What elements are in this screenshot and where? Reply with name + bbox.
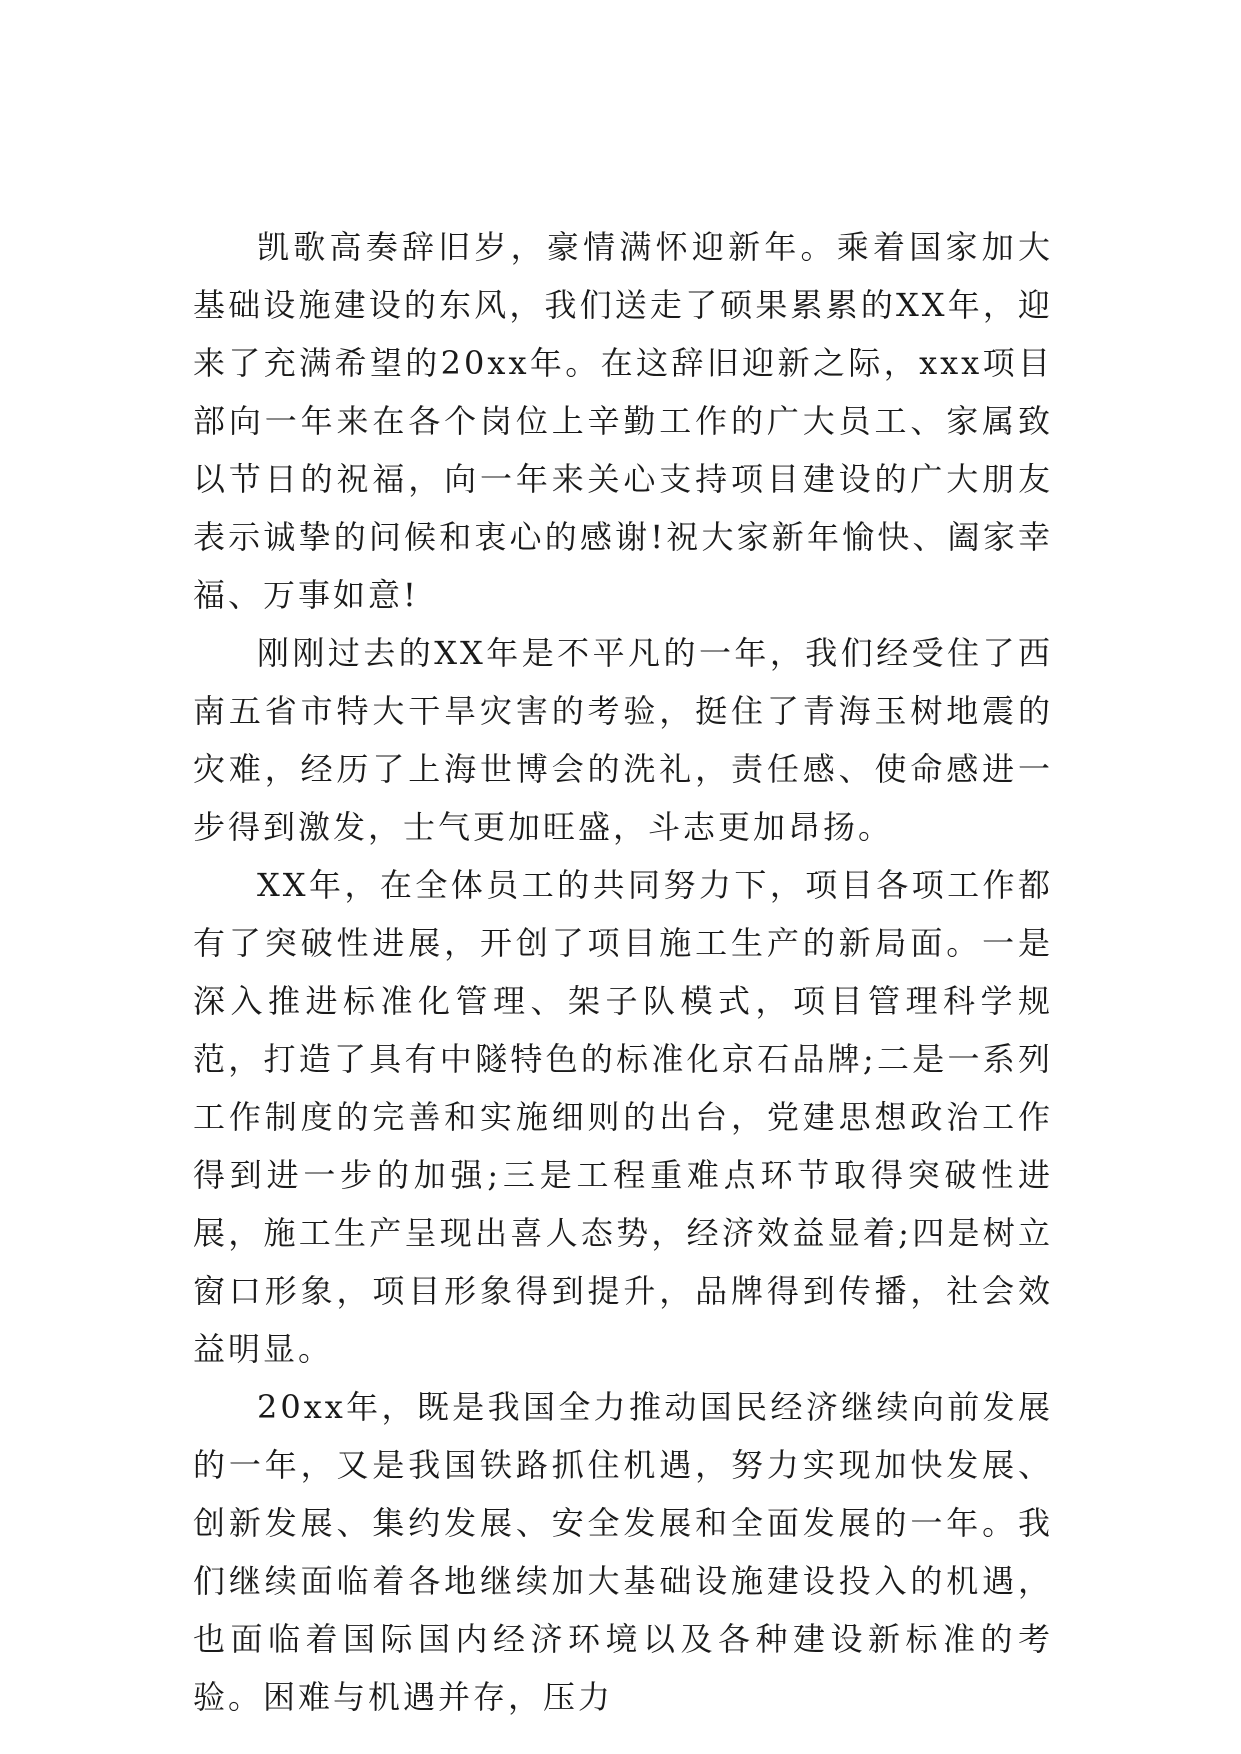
paragraph-achievements: XX年，在全体员工的共同努力下，项目各项工作都有了突破性进展，开创了项目施工生产的新局面。一是深入推进标准化管理、架子队模式，项目管理科学规范，打造了具有中隧特色的标准化京石品牌;二是一系列工作制度的完善和实施细则的出台，党建思想政治工作得到进一步的加强;三是工程重难点环节取得突破性进展，施工生产呈现出喜人态势，经济效益显着;四是树立窗口形象，项目形象得到提升，品牌得到传播，社会效益明显。 xyxy=(193,866,1053,1368)
paragraph-coming-year: 20xx年，既是我国全力推动国民经济继续向前发展的一年，又是我国铁路抓住机遇，努力实现加快发展、创新发展、集约发展、安全发展和全面发展的一年。我们继续面临着各地继续加大基础设施建设投入的机遇，也面临着国际国内经济环境以及各种建设新标准的考验。困难与机遇并存，压力 xyxy=(193,1388,1053,1716)
document-body xyxy=(193,218,1053,1726)
paragraph-past-year-review: 刚刚过去的XX年是不平凡的一年，我们经受住了西南五省市特大干旱灾害的考验，挺住了青海玉树地震的灾难，经历了上海世博会的洗礼，责任感、使命感进一步得到激发，士气更加旺盛，斗志更加昂扬。 xyxy=(193,634,1053,846)
paragraph-new-year-greeting: 凯歌高奏辞旧岁，豪情满怀迎新年。乘着国家加大基础设施建设的东风，我们送走了硕果累累的XX年，迎来了充满希望的20xx年。在这辞旧迎新之际，xxx项目部向一年来在各个岗位上辛勤工作的广大员工、家属致以节日的祝福，向一年来关心支持项目建设的广大朋友表示诚挚的问候和衷心的感谢!祝大家新年愉快、阖家幸福、万事如意! xyxy=(193,228,1053,614)
